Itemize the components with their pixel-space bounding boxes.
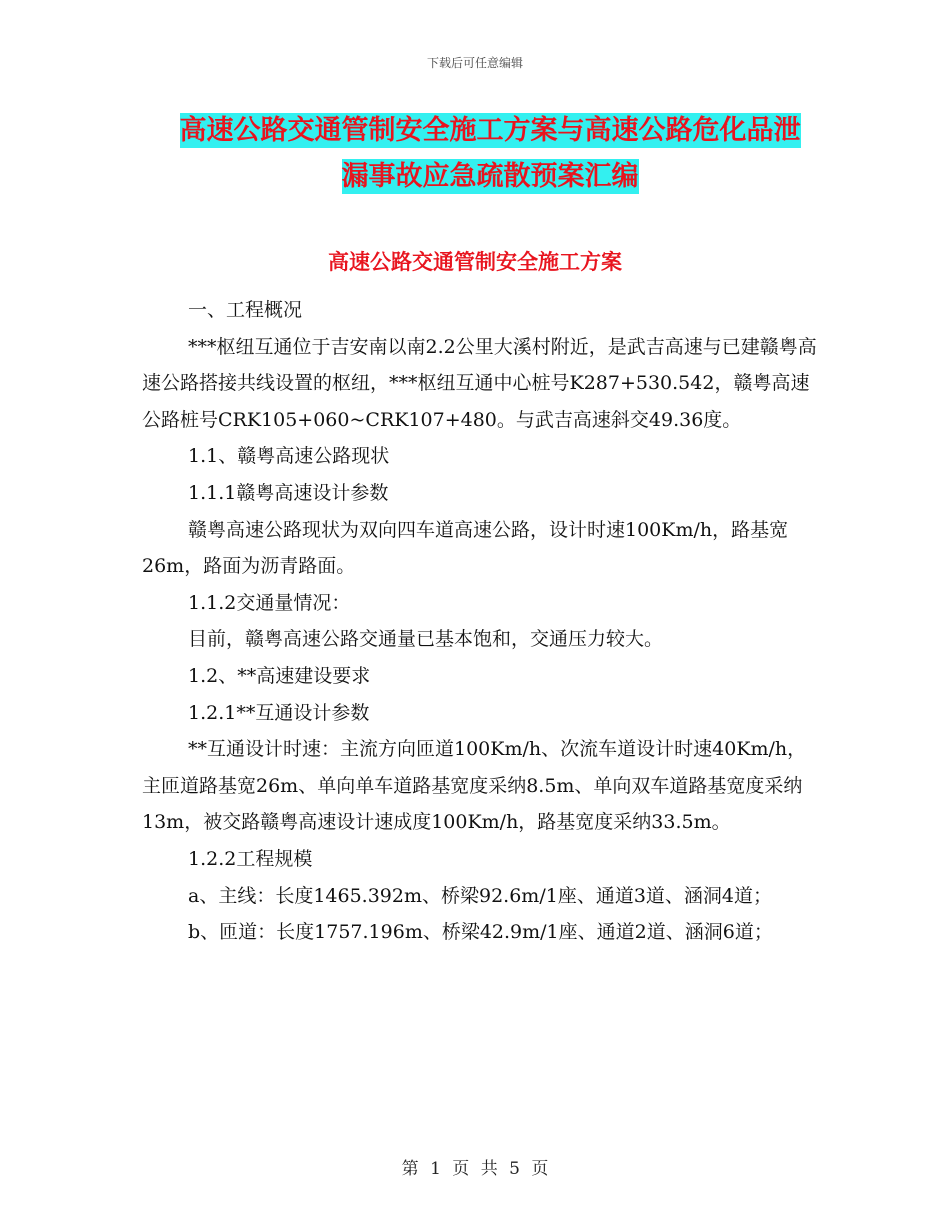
header-note: 下载后可任意编辑: [426, 56, 523, 70]
paragraph-ramp: b、匝道：长度1757.196m、桥梁42.9m/1座、通道2道、涵洞6道；: [188, 921, 773, 944]
paragraph-traffic: 目前，赣粤高速公路交通量已基本饱和，交通压力较大。: [188, 628, 664, 651]
heading-1-2: 1.2、**高速建设要求: [188, 664, 371, 687]
paragraph-design-params: 赣粤高速公路现状为双向四车道高速公路，设计时速100Km/h，路基宽26m，路面为沥青路面。: [142, 518, 789, 578]
paragraph-overview: ***枢纽互通位于吉安南以南2.2公里大溪村附近，是武吉高速与已建赣粤高速公路搭接共线设置的枢纽，***枢纽互通中心桩号K287+530.542，赣粤高速公路桩号CRK105+060~CRK107+480。与武吉高速斜交49.36度。: [142, 335, 817, 431]
heading-project-overview: 一、工程概况: [188, 299, 303, 321]
section-title: 高速公路交通管制安全施工方案: [328, 250, 622, 274]
document-title: [140, 108, 840, 200]
paragraph-interchange-params: **互通设计时速：主流方向匝道100Km/h、次流车道设计时速40Km/h，主匝道路基宽26m、单向单车道路基宽度采纳8.5m、单向双车道路基宽度采纳13m，被交路赣粤高速设计速成度100Km/h，路基宽度采纳33.5m。: [142, 738, 807, 834]
heading-1-2-2: 1.2.2工程规模: [188, 847, 313, 870]
title-line-2: 漏事故应急疏散预案汇编: [341, 161, 639, 192]
page-footer: 第 1 页 共 5 页: [401, 1159, 549, 1179]
paragraph-mainline: a、主线：长度1465.392m、桥梁92.6m/1座、通道3道、涵洞4道；: [188, 884, 772, 907]
heading-1-1-2: 1.1.2交通量情况：: [188, 591, 351, 614]
heading-1-1-1: 1.1.1赣粤高速设计参数: [188, 481, 389, 504]
document-body: [142, 292, 818, 951]
heading-1-1: 1.1、赣粤高速公路现状: [188, 445, 390, 468]
heading-1-2-1: 1.2.1**互通设计参数: [188, 701, 370, 724]
title-line-1: 高速公路交通管制安全施工方案与高速公路危化品泄: [179, 115, 801, 146]
